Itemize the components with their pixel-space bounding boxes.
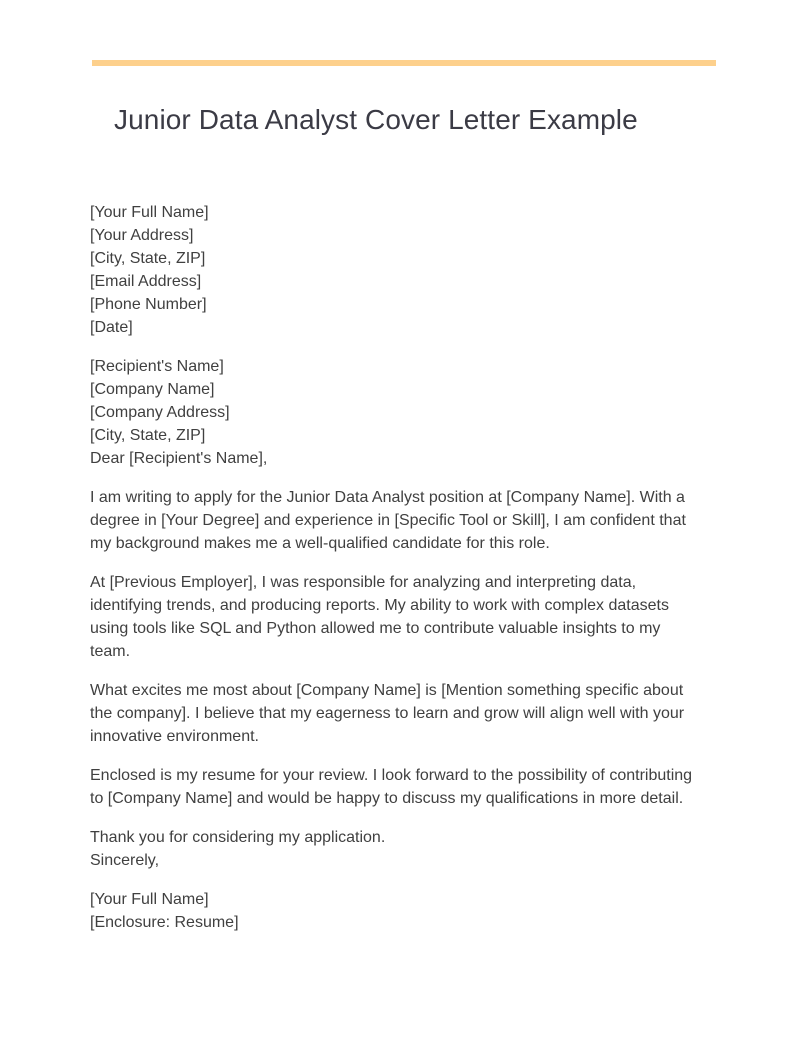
sender-name: [Your Full Name] [90, 204, 209, 221]
recipient-city-state-zip: [City, State, ZIP] [90, 427, 206, 444]
sender-address: [Your Address] [90, 227, 194, 244]
sender-address-block [90, 201, 695, 339]
paragraph-enclosure: Enclosed is my resume for your review. I look forward to the possibility of contributing to [Company Name] and would be happy to discuss my qualifications in more detail. [90, 767, 693, 807]
sender-city-state-zip: [City, State, ZIP] [90, 250, 206, 267]
closing-thanks: Thank you for considering my application. [90, 829, 386, 846]
signature-block [90, 888, 695, 934]
cover-letter-body [90, 201, 695, 934]
salutation: Dear [Recipient's Name], [90, 450, 268, 467]
sender-email: [Email Address] [90, 273, 202, 290]
recipient-company-address: [Company Address] [90, 404, 230, 421]
signature-name: [Your Full Name] [90, 891, 209, 908]
sender-phone: [Phone Number] [90, 296, 207, 313]
closing-block [90, 826, 695, 872]
enclosure-note: [Enclosure: Resume] [90, 914, 239, 931]
paragraph-experience: At [Previous Employer], I was responsible for analyzing and interpreting data, identifying trends, and producing reports. My ability to work with complex datasets using tools like SQL and Python allowed me to contribute valuable insights to my team. [90, 574, 669, 660]
top-accent-bar [92, 60, 716, 66]
page-title: Junior Data Analyst Cover Letter Example [114, 104, 638, 135]
recipient-company: [Company Name] [90, 381, 215, 398]
paragraph-intro: I am writing to apply for the Junior Data Analyst position at [Company Name]. With a degree in [Your Degree] and experience in [Specific Tool or Skill], I am confident that my background makes me a well-qualified candidate for this role. [90, 489, 686, 552]
letter-date: [Date] [90, 319, 133, 336]
recipient-name: [Recipient's Name] [90, 358, 224, 375]
recipient-address-block [90, 355, 695, 470]
closing-sincerely: Sincerely, [90, 852, 160, 869]
paragraph-motivation: What excites me most about [Company Name] is [Mention something specific about the company]. I believe that my eagerness to learn and grow will align well with your innovative environment. [90, 682, 685, 745]
